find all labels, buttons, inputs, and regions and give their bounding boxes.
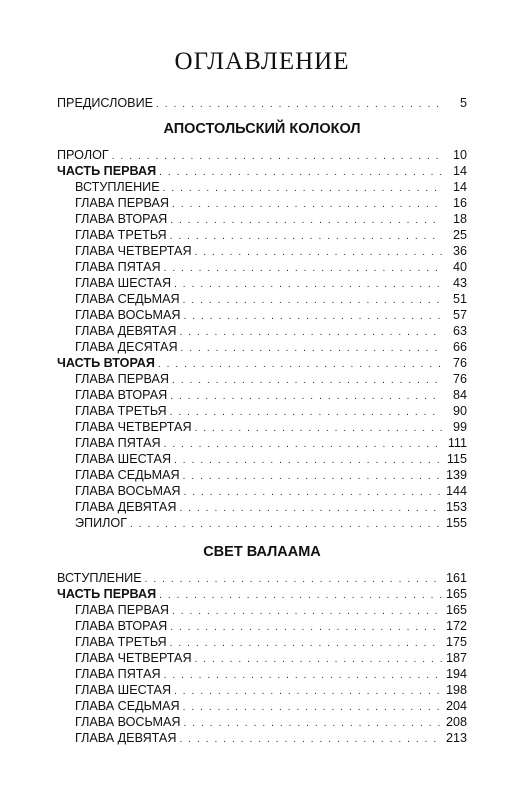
dot-leader [159, 588, 442, 604]
toc-entry-page: 175 [445, 635, 467, 649]
toc-entry-page: 161 [445, 571, 467, 585]
dot-leader [170, 636, 442, 652]
toc-entry-page: 208 [445, 715, 467, 729]
toc-entry-page: 111 [447, 436, 467, 450]
toc-entry[interactable] [57, 147, 467, 163]
toc-entry[interactable] [57, 195, 467, 211]
toc-entry-label: ГЛАВА ВОСЬМАЯ [75, 308, 181, 322]
toc-entry-label: ВСТУПЛЕНИЕ [75, 180, 160, 194]
dot-leader [172, 373, 442, 389]
toc-entry-page: 165 [445, 603, 467, 617]
toc-entry-label: ГЛАВА ЧЕТВЕРТАЯ [75, 244, 192, 258]
toc-list-part2 [57, 570, 467, 746]
toc-entry-page: 194 [445, 667, 467, 681]
toc-entry-page: 172 [445, 619, 467, 633]
toc-entry-label: ПРЕДИСЛОВИЕ [57, 96, 154, 110]
toc-entry[interactable] [57, 355, 467, 371]
toc-entry-label: ГЛАВА СЕДЬМАЯ [75, 468, 180, 482]
toc-entry-page: 144 [445, 484, 467, 498]
section-heading-part1: АПОСТОЛЬСКИЙ КОЛОКОЛ [163, 121, 361, 137]
toc-entry-page: 139 [445, 468, 467, 482]
dot-leader [179, 732, 442, 748]
toc-entry-label: ГЛАВА ДЕВЯТАЯ [75, 731, 177, 745]
toc-entry-page: 90 [452, 404, 467, 418]
toc-entry[interactable] [57, 243, 467, 259]
toc-entry[interactable] [57, 499, 467, 515]
dot-leader [184, 309, 442, 325]
dot-leader [159, 165, 442, 181]
dot-leader [170, 620, 442, 636]
toc-entry[interactable] [57, 387, 467, 403]
dot-leader [170, 229, 442, 245]
toc-entry[interactable] [57, 179, 467, 195]
dot-leader [195, 245, 442, 261]
toc-entry-label: ГЛАВА ЧЕТВЕРТАЯ [75, 651, 192, 665]
dot-leader [156, 97, 442, 113]
toc-entry-page: 198 [445, 683, 467, 697]
toc-entry-label: ГЛАВА ЧЕТВЕРТАЯ [75, 420, 192, 434]
toc-entry-page: 36 [452, 244, 467, 258]
dot-leader [172, 604, 442, 620]
toc-entry-label: ЭПИЛОГ [75, 516, 128, 530]
dot-leader [164, 261, 442, 277]
toc-entry-label: ВСТУПЛЕНИЕ [57, 571, 142, 585]
toc-entry-label: ГЛАВА ДЕВЯТАЯ [75, 324, 177, 338]
toc-entry-label: ГЛАВА ПЯТАЯ [75, 436, 161, 450]
toc-entry-label: ГЛАВА ШЕСТАЯ [75, 276, 172, 290]
toc-list-part1 [57, 147, 467, 531]
toc-entry[interactable] [57, 419, 467, 435]
toc-entry-label: ГЛАВА ШЕСТАЯ [75, 683, 172, 697]
dot-leader [170, 213, 442, 229]
toc-entry-page: 40 [452, 260, 467, 274]
toc-entry-page: 66 [452, 340, 467, 354]
toc-entry[interactable] [57, 714, 467, 730]
toc-entry-label: ГЛАВА ТРЕТЬЯ [75, 404, 167, 418]
dot-leader [158, 357, 442, 373]
toc-entry-page: 155 [445, 516, 467, 530]
dot-leader [170, 405, 442, 421]
dot-leader [183, 469, 442, 485]
toc-entry[interactable] [57, 259, 467, 275]
toc-entry-label: ГЛАВА ДЕВЯТАЯ [75, 500, 177, 514]
toc-entry-label: ГЛАВА ШЕСТАЯ [75, 452, 172, 466]
toc-entry[interactable] [57, 698, 467, 714]
toc-entry-label: ГЛАВА ВОСЬМАЯ [75, 715, 181, 729]
dot-leader [183, 293, 442, 309]
toc-entry-label: ГЛАВА ПЕРВАЯ [75, 196, 169, 210]
toc-entry-page: 153 [445, 500, 467, 514]
dot-leader [174, 684, 442, 700]
toc-entry-page: 165 [445, 587, 467, 601]
dot-leader [172, 197, 442, 213]
toc-entry[interactable] [57, 307, 467, 323]
page-title: ОГЛАВЛЕНИЕ [174, 48, 350, 75]
toc-entry-page: 204 [445, 699, 467, 713]
toc-entry[interactable] [57, 275, 467, 291]
toc-entry-page: 57 [452, 308, 467, 322]
toc-entry-page: 14 [452, 180, 467, 194]
toc-entry[interactable] [57, 211, 467, 227]
toc-entry[interactable] [57, 515, 467, 531]
toc-entry-page: 10 [452, 148, 467, 162]
toc-entry-label: ГЛАВА ПЕРВАЯ [75, 372, 169, 386]
dot-leader [195, 652, 442, 668]
dot-leader [179, 325, 442, 341]
toc-entry[interactable] [57, 570, 467, 586]
toc-entry-page: 14 [452, 164, 467, 178]
dot-leader [174, 453, 442, 469]
dot-leader [183, 700, 442, 716]
toc-entry-page: 76 [452, 372, 467, 386]
toc-entry[interactable] [57, 227, 467, 243]
toc-entry-page: 51 [452, 292, 467, 306]
toc-entry-label: ГЛАВА СЕДЬМАЯ [75, 699, 180, 713]
toc-entry[interactable] [57, 618, 467, 634]
toc-entry-label: ЧАСТЬ ПЕРВАЯ [57, 587, 157, 601]
toc-entry-label: ГЛАВА ВТОРАЯ [75, 388, 168, 402]
dot-leader [179, 501, 442, 517]
toc-entry-preface[interactable] [57, 95, 467, 111]
dot-leader [145, 572, 442, 588]
dot-leader [164, 668, 442, 684]
toc-entry[interactable] [57, 730, 467, 746]
toc-entry[interactable] [57, 650, 467, 666]
toc-entry[interactable] [57, 403, 467, 419]
toc-entry-page: 76 [452, 356, 467, 370]
toc-entry[interactable] [57, 323, 467, 339]
toc-entry-label: ГЛАВА ПЯТАЯ [75, 667, 161, 681]
toc-entry-page: 5 [459, 96, 467, 110]
toc-entry-label: ЧАСТЬ ВТОРАЯ [57, 356, 155, 370]
toc-entry[interactable] [57, 163, 467, 179]
toc-entry-label: ПРОЛОГ [57, 148, 109, 162]
toc-entry-label: ГЛАВА ПЯТАЯ [75, 260, 161, 274]
toc-entry[interactable] [57, 435, 467, 451]
toc-entry[interactable] [57, 483, 467, 499]
toc-entry-page: 115 [446, 452, 467, 466]
dot-leader [112, 149, 442, 165]
toc-entry-page: 63 [452, 324, 467, 338]
toc-entry[interactable] [57, 682, 467, 698]
toc-entry-label: ГЛАВА ВОСЬМАЯ [75, 484, 181, 498]
toc-entry[interactable] [57, 339, 467, 355]
toc-entry-page: 99 [452, 420, 467, 434]
toc-entry[interactable] [57, 467, 467, 483]
toc-entry-label: ГЛАВА ВТОРАЯ [75, 212, 168, 226]
toc-entry-label: ГЛАВА ТРЕТЬЯ [75, 635, 167, 649]
toc-entry[interactable] [57, 371, 467, 387]
toc-entry[interactable] [57, 586, 467, 602]
toc-entry-label: ЧАСТЬ ПЕРВАЯ [57, 164, 157, 178]
toc-entry-page: 18 [452, 212, 467, 226]
section-heading-part2: СВЕТ ВАЛААМА [203, 544, 321, 560]
toc-entry-label: ГЛАВА ТРЕТЬЯ [75, 228, 167, 242]
toc-entry-label: ГЛАВА ПЕРВАЯ [75, 603, 169, 617]
dot-leader [164, 437, 442, 453]
preface-list [57, 95, 467, 111]
dot-leader [181, 341, 442, 357]
dot-leader [170, 389, 442, 405]
toc-entry[interactable] [57, 451, 467, 467]
toc-entry[interactable] [57, 634, 467, 650]
dot-leader [184, 485, 442, 501]
dot-leader [130, 517, 442, 533]
toc-entry[interactable] [57, 291, 467, 307]
toc-entry-page: 84 [452, 388, 467, 402]
toc-entry-page: 43 [452, 276, 467, 290]
toc-entry-page: 25 [452, 228, 467, 242]
dot-leader [163, 181, 442, 197]
toc-entry-label: ГЛАВА ДЕСЯТАЯ [75, 340, 178, 354]
toc-entry[interactable] [57, 666, 467, 682]
toc-entry-label: ГЛАВА СЕДЬМАЯ [75, 292, 180, 306]
dot-leader [184, 716, 442, 732]
dot-leader [174, 277, 442, 293]
toc-entry-label: ГЛАВА ВТОРАЯ [75, 619, 168, 633]
toc-entry-page: 213 [445, 731, 467, 745]
toc-entry[interactable] [57, 602, 467, 618]
toc-entry-page: 16 [452, 196, 467, 210]
dot-leader [195, 421, 442, 437]
toc-entry-page: 187 [445, 651, 467, 665]
